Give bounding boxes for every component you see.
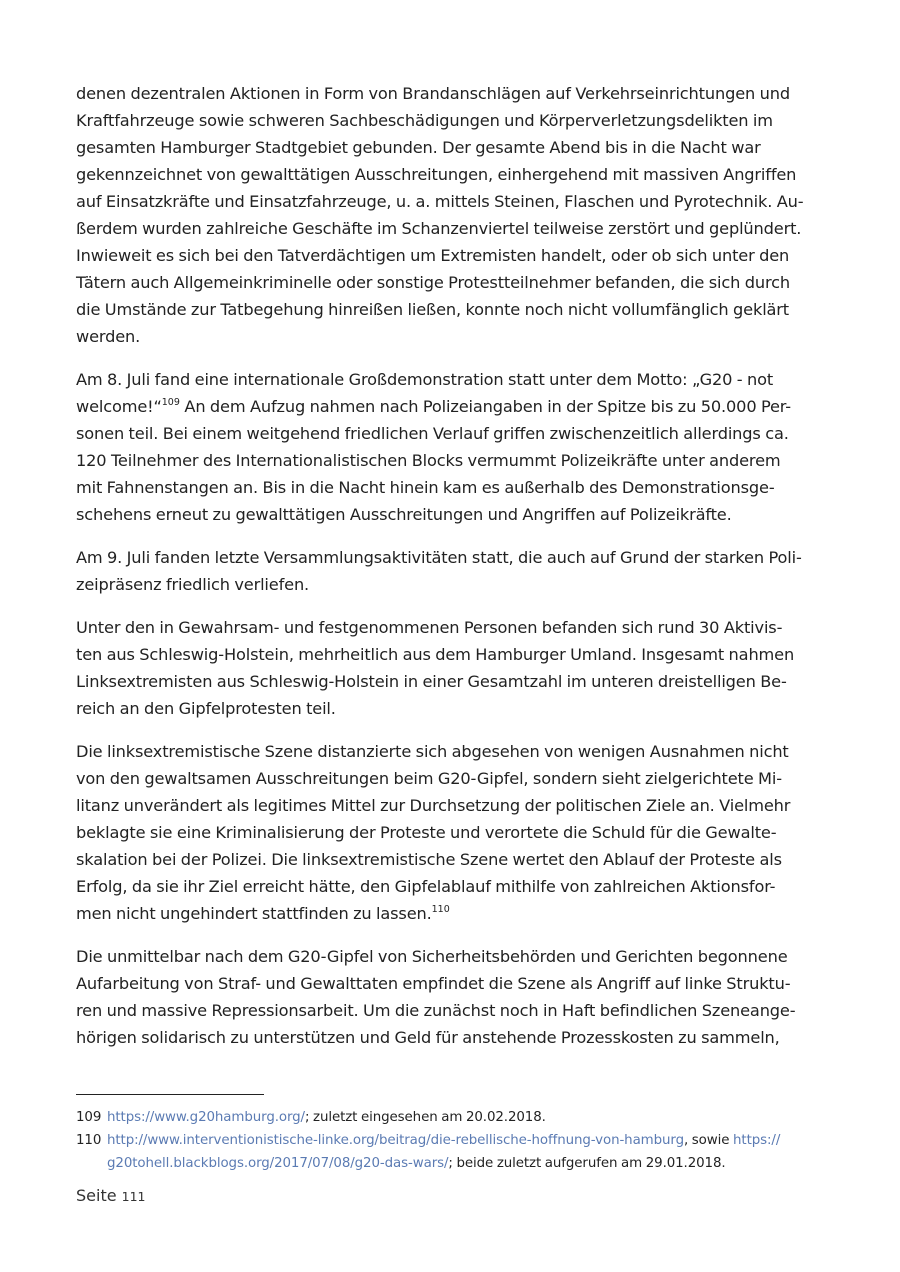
footnote-ref-109[interactable]: 109 — [161, 397, 180, 408]
text-line: Die unmittelbar nach dem G20-Gipfel von Sicherheitsbehörden und Gerichten begonnene — [76, 947, 788, 966]
text-line: die Umstände zur Tatbegehung hinreißen ließen, konnte noch nicht vollumfänglich geklärt — [76, 300, 790, 319]
page-label: Seite — [76, 1186, 117, 1205]
text-line: Die linksextremistische Szene distanzierte sich abgesehen von wenigen Ausnahmen nicht — [76, 742, 789, 761]
text-line: Tätern auch Allgemeinkriminelle oder sonstige Protestteilnehmer befanden, die sich durch — [76, 273, 790, 292]
text-line: ten aus Schleswig-Holstein, mehrheitlich aus dem Hamburger Umland. Insgesamt nahmen — [76, 645, 795, 664]
footnote-link[interactable]: https:// — [733, 1133, 781, 1148]
text-line: ßerdem wurden zahlreiche Geschäfte im Schanzenviertel teilweise zerstört und geplündert. — [76, 219, 802, 238]
text-line: sonen teil. Bei einem weitgehend friedlichen Verlauf griffen zwischenzeitlich allerdings ca. — [76, 424, 789, 443]
text-line: ren und massive Repressionsarbeit. Um die zunächst noch in Haft befindlichen Szeneange- — [76, 1001, 796, 1020]
text-line: Linksextremisten aus Schleswig-Holstein in einer Gesamtzahl im unteren dreistelligen Be- — [76, 672, 787, 691]
text-line: hörigen solidarisch zu unterstützen und Geld für anstehende Prozesskosten zu sammeln, — [76, 1028, 780, 1047]
footnote-body — [107, 1106, 836, 1129]
paragraph-4 — [76, 614, 828, 722]
paragraph-3 — [76, 544, 828, 598]
paragraph-2 — [76, 366, 828, 528]
document-body — [76, 80, 828, 1067]
footnote-text: ; zuletzt eingesehen am 20.02.2018. — [304, 1110, 546, 1125]
text-line: mit Fahnenstangen an. Bis in die Nacht hinein kam es außerhalb des Demonstrationsge- — [76, 478, 775, 497]
text-line: gesamten Hamburger Stadtgebiet gebunden. Der gesamte Abend bis in die Nacht war — [76, 138, 761, 157]
footnote-text: , sowie — [683, 1133, 734, 1148]
text-line: beklagte sie eine Kriminalisierung der Proteste und verortete die Schuld für die Gewalte- — [76, 823, 777, 842]
text-line: auf Einsatzkräfte und Einsatzfahrzeuge, u. a. mittels Steinen, Flaschen und Pyrotechnik. Au- — [76, 192, 804, 211]
text-line: werden. — [76, 327, 141, 346]
paragraph-5 — [76, 738, 828, 927]
footnotes — [76, 1106, 836, 1175]
text-line: schehens erneut zu gewalttätigen Ausschreitungen und Angriffen auf Polizeikräfte. — [76, 505, 732, 524]
text-line: skalation bei der Polizei. Die linksextremistische Szene wertet den Ablauf der Proteste als — [76, 850, 782, 869]
footnote-body — [107, 1129, 836, 1175]
footnote-110 — [76, 1129, 836, 1175]
text-line: Erfolg, da sie ihr Ziel erreicht hätte, den Gipfelablauf mithilfe von zahlreichen Aktionsfor- — [76, 877, 776, 896]
text-line: An dem Aufzug nahmen nach Polizeiangaben in der Spitze bis zu 50.000 Per- — [179, 397, 791, 416]
footnote-text: ; beide zuletzt aufgerufen am 29.01.2018. — [448, 1156, 726, 1171]
page-number: 111 — [121, 1189, 146, 1204]
text-line: von den gewaltsamen Ausschreitungen beim G20-Gipfel, sondern sieht zielgerichtete Mi- — [76, 769, 782, 788]
footnote-link[interactable]: http://www.interventionistische-linke.org/beitrag/die-rebellische-hoffnung-von-hamburg — [107, 1133, 684, 1148]
footnote-number: 110 — [76, 1133, 102, 1148]
paragraph-6 — [76, 943, 828, 1051]
footnote-ref-110[interactable]: 110 — [431, 904, 450, 915]
footnote-link[interactable]: https://www.g20hamburg.org/ — [107, 1110, 305, 1125]
text-line: welcome!“ — [76, 397, 162, 416]
footnote-divider — [76, 1094, 264, 1095]
text-line: 120 Teilnehmer des Internationalistischen Blocks vermummt Polizeikräfte unter anderem — [76, 451, 781, 470]
footnote-number: 109 — [76, 1110, 102, 1125]
text-line: denen dezentralen Aktionen in Form von Brandanschlägen auf Verkehrseinrichtungen und — [76, 84, 790, 103]
footnote-link[interactable]: g20tohell.blackblogs.org/2017/07/08/g20-das-wars/ — [107, 1156, 449, 1171]
page-footer — [76, 1186, 146, 1205]
text-line: Unter den in Gewahrsam- und festgenommenen Personen befanden sich rund 30 Aktivis- — [76, 618, 783, 637]
text-line: Aufarbeitung von Straf- und Gewalttaten empfindet die Szene als Angriff auf linke Struktu- — [76, 974, 791, 993]
text-line: Am 9. Juli fanden letzte Versammlungsaktivitäten statt, die auch auf Grund der starken Poli- — [76, 548, 802, 567]
text-line: Kraftfahrzeuge sowie schweren Sachbeschädigungen und Körperverletzungsdelikten im — [76, 111, 773, 130]
text-line: Inwieweit es sich bei den Tatverdächtigen um Extremisten handelt, oder ob sich unter den — [76, 246, 790, 265]
footnote-109 — [76, 1106, 836, 1129]
text-line: Am 8. Juli fand eine internationale Großdemonstration statt unter dem Motto: „G20 - not — [76, 370, 774, 389]
text-line: litanz unverändert als legitimes Mittel zur Durchsetzung der politischen Ziele an. Vielmehr — [76, 796, 791, 815]
text-line: men nicht ungehindert stattfinden zu lassen. — [76, 904, 432, 923]
text-line: zeipräsenz friedlich verliefen. — [76, 575, 310, 594]
paragraph-1 — [76, 80, 828, 350]
text-line: reich an den Gipfelprotesten teil. — [76, 699, 336, 718]
text-line: gekennzeichnet von gewalttätigen Ausschreitungen, einhergehend mit massiven Angriffen — [76, 165, 797, 184]
